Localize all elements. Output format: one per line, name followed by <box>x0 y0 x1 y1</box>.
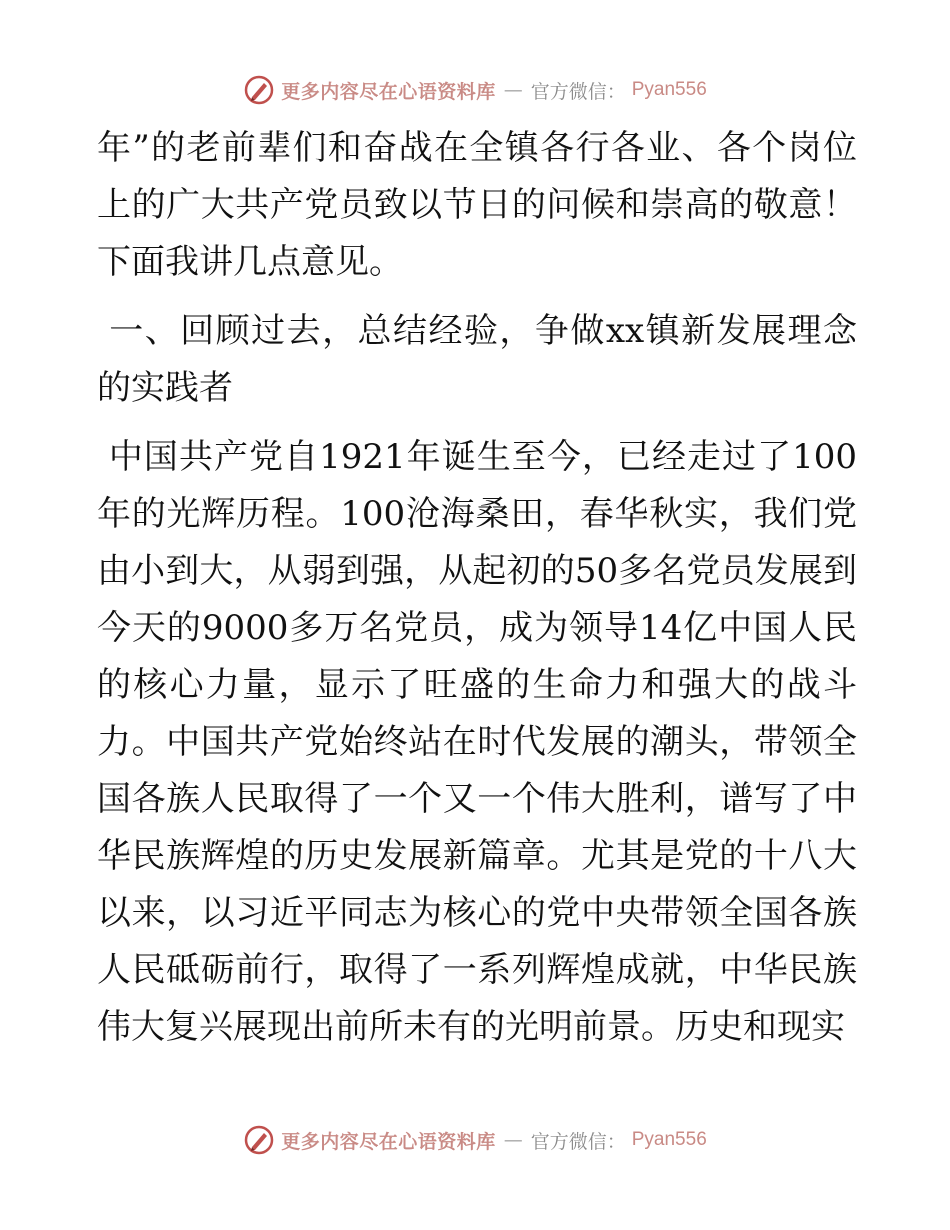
header-dash: — <box>503 79 523 101</box>
pen-logo-icon <box>243 74 275 106</box>
header-official-label: 官方微信： <box>530 80 626 103</box>
header-banner <box>0 70 950 110</box>
header-wechat-id: Pyan556 <box>631 79 707 100</box>
footer-official-label: 官方微信： <box>530 1130 626 1153</box>
header-brand-text: 更多内容尽在心语资料库 <box>281 80 496 103</box>
paragraph-2: 中国共产党自1921年诞生至今，已经走过了100年的光辉历程。100沧海桑田，春华秋实，我们党由小到大，从弱到强，从起初的50多名党员发展到今天的9000多万名党员，成为领导14亿中国人民的核心力量，显示了旺盛的生命力和强大的战斗力。中国共产党始终站在时代发展的潮头，带领全国各族人民取得了一个又一个伟大胜利，谱写了中华民族辉煌的历史发展新篇章。尤其是党的十八大以来，以习近平同志为核心的党中央带领全国各族人民砥砺前行，取得了一系列辉煌成就，中华民族伟大复兴展现出前所未有的光明前景。历史和现实 <box>97 437 858 1047</box>
footer-wechat-id: Pyan556 <box>631 1129 707 1150</box>
section-heading-1: 一、回顾过去，总结经验，争做xx镇新发展理念的实践者 <box>97 311 857 408</box>
footer-dash: — <box>503 1129 523 1151</box>
footer-brand-text: 更多内容尽在心语资料库 <box>281 1130 496 1153</box>
footer-banner <box>0 1120 950 1160</box>
document-body <box>97 120 857 1056</box>
paragraph-1: 年”的老前辈们和奋战在全镇各行各业、各个岗位上的广大共产党员致以节日的问候和崇高的敬意！下面我讲几点意见。 <box>97 128 857 282</box>
pen-logo-icon <box>243 1124 275 1156</box>
